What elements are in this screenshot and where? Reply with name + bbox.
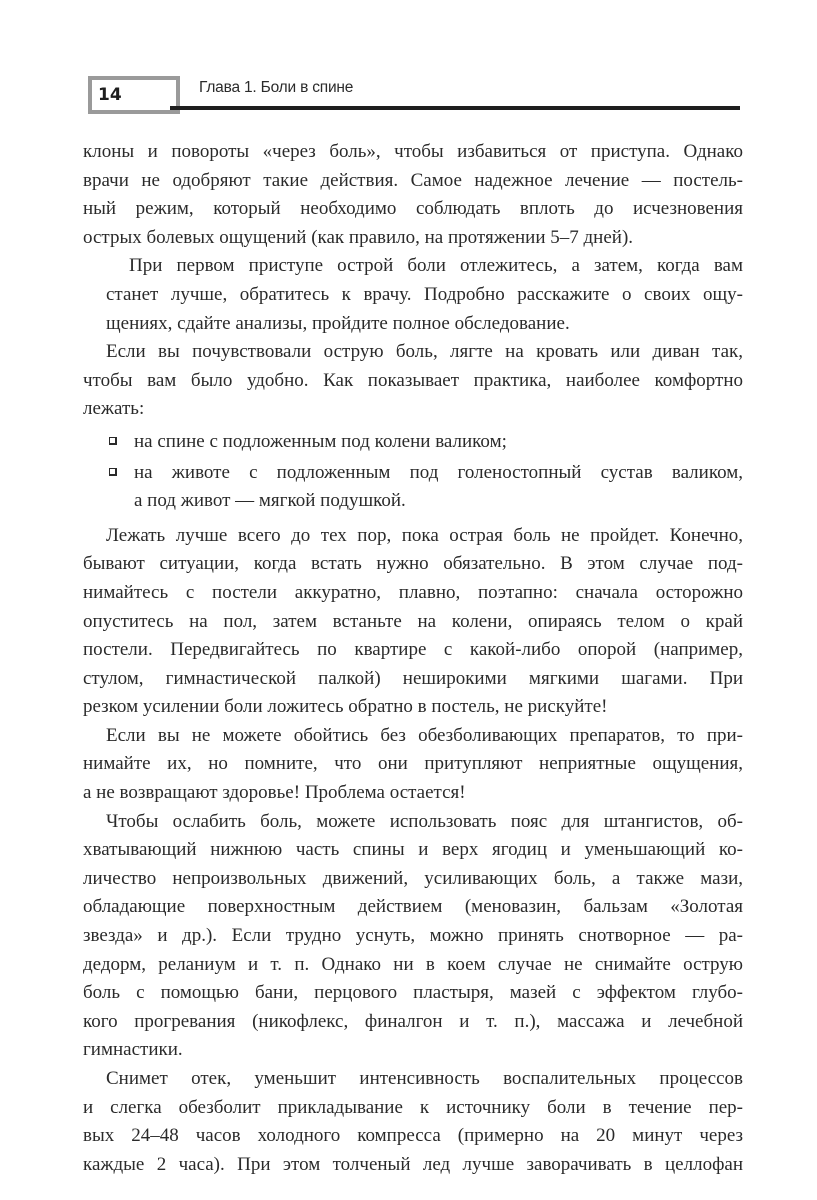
- text-line: а не возвращают здоровье! Проблема остается!: [83, 782, 466, 804]
- body-text: [83, 138, 743, 1179]
- text-line: резком усилении боли ложитесь обратно в постель, не рискуйте!: [83, 696, 608, 718]
- list-item: [83, 459, 743, 516]
- text-line: гимнастики.: [83, 1039, 183, 1061]
- text-line: хватывающий нижнюю часть спины и верх ягодиц и уменьшающий ко-: [83, 839, 743, 861]
- text-line: Если вы не можете обойтись без обезболивающих препаратов, то при-: [106, 724, 743, 746]
- paragraph: [83, 722, 743, 808]
- text-line: нимайтесь с постели аккуратно, плавно, поэтапно: сначала осторожно: [83, 581, 743, 603]
- text-line: вых 24–48 часов холодного компресса (примерно на 20 минут через: [83, 1125, 743, 1147]
- paragraph: [83, 522, 743, 722]
- text-line: на животе с подложенным под голеностопный сустав валиком,: [134, 461, 743, 483]
- running-head: Глава 1. Боли в спине: [199, 79, 354, 96]
- text-line: Чтобы ослабить боль, можете использовать пояс для штангистов, об-: [106, 810, 743, 832]
- text-line: а под живот — мягкой подушкой.: [134, 490, 406, 512]
- text-line: кого прогревания (никофлекс, финалгон и т. п.), массажа и лечебной: [83, 1010, 743, 1032]
- paragraph: [83, 138, 743, 252]
- paragraph: [83, 252, 743, 338]
- text-line: Если вы почувствовали острую боль, лягте на кровать или диван так,: [106, 341, 743, 363]
- square-bullet-icon: [109, 468, 117, 476]
- page-number-box: [88, 76, 180, 114]
- paragraph: [83, 1065, 743, 1179]
- paragraph: [83, 808, 743, 1065]
- text-line: острых болевых ощущений (как правило, на протяжении 5–7 дней).: [83, 226, 634, 248]
- text-line: на спине с подложенным под колени валиком;: [134, 430, 507, 452]
- text-line: постели. Передвигайтесь по квартире с какой-либо опорой (например,: [83, 639, 743, 661]
- text-line: врачи не одобряют такие действия. Самое надежное лечение — постель-: [83, 169, 743, 191]
- page-number: 14: [98, 85, 122, 105]
- text-line: станет лучше, обратитесь к врачу. Подробно расскажите о своих ощу-: [106, 283, 743, 305]
- text-line: Лежать лучше всего до тех пор, пока острая боль не пройдет. Конечно,: [106, 524, 743, 546]
- text-line: дедорм, реланиум и т. п. Однако ни в коем случае не снимайте острую: [83, 953, 743, 975]
- text-line: опуститесь на пол, затем встаньте на колени, опираясь телом о край: [83, 610, 743, 632]
- text-line: Снимет отек, уменьшит интенсивность воспалительных процессов: [106, 1068, 743, 1089]
- text-line: клоны и повороты «через боль», чтобы избавиться от приступа. Однако: [83, 141, 743, 162]
- text-line: бывают ситуации, когда встать нужно обязательно. В этом случае под-: [83, 553, 743, 575]
- text-line: обладающие поверхностным действием (меновазин, бальзам «Золотая: [83, 896, 743, 918]
- text-line: звезда» и др.). Если трудно уснуть, можно принять снотворное — ра-: [83, 925, 743, 947]
- list-item: [83, 428, 743, 457]
- text-line: боль с помощью бани, перцового пластыря, мазей с эффектом глубо-: [83, 982, 743, 1004]
- bullet-list: [83, 428, 743, 516]
- text-line: чтобы вам было удобно. Как показывает практика, наиболее комфортно: [83, 369, 743, 391]
- text-line: лежать:: [83, 398, 145, 420]
- text-line: нимайте их, но помните, что они притупляют неприятные ощущения,: [83, 753, 743, 775]
- text-line: При первом приступе острой боли отлежитесь, а затем, когда вам: [129, 255, 743, 277]
- text-line: и слегка обезболит прикладывание к источнику боли в течение пер-: [83, 1096, 743, 1118]
- text-line: каждые 2 часа). При этом толченый лед лучше заворачивать в целлофан: [83, 1153, 743, 1175]
- paragraph: [83, 338, 743, 424]
- square-bullet-icon: [109, 437, 117, 445]
- text-line: ный режим, который необходимо соблюдать вплоть до исчезновения: [83, 198, 743, 220]
- text-line: щениях, сдайте анализы, пройдите полное обследование.: [106, 312, 570, 334]
- header-rule: [170, 106, 740, 110]
- text-line: личество непроизвольных движений, усиливающих боль, а также мази,: [83, 867, 743, 889]
- text-line: стулом, гимнастической палкой) неширокими мягкими шагами. При: [83, 667, 743, 689]
